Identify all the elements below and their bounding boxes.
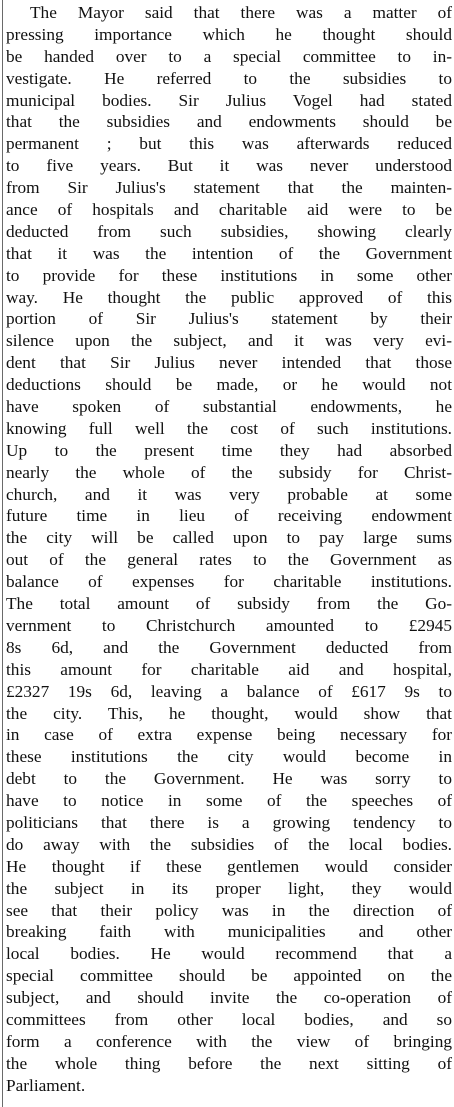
article-line: this amount for charitable aid and hospital, (6, 659, 452, 679)
article-line: 8s 6d, and the Government deducted from (6, 637, 452, 657)
article-line: vestigate. He referred to the subsidies to (6, 68, 452, 88)
article-line: see that their policy was in the direction of (6, 900, 452, 920)
article-line: that the subsidies and endowments should be (6, 112, 452, 132)
article-line: church, and it was very probable at some (6, 484, 452, 504)
article-line: municipal bodies. Sir Julius Vogel had stated (6, 90, 452, 110)
article-line: silence upon the subject, and it was very evi- (6, 331, 452, 351)
article-line: knowing full well the cost of such institutions. (6, 418, 452, 438)
article-line: committees from other local bodies, and so (6, 1009, 452, 1029)
article-line: have spoken of substantial endowments, he (6, 397, 452, 417)
column-rule (2, 0, 3, 1107)
article-line: subject, and should invite the co-operation of (6, 988, 452, 1008)
article-line: have to notice in some of the speeches of (6, 791, 452, 811)
article-line: pressing importance which he thought should (6, 24, 452, 44)
article-line: vernment to Christchurch amounted to £2945 (6, 615, 452, 635)
article-line: ance of hospitals and charitable aid were to be (6, 200, 452, 220)
article-line: the subject in its proper light, they would (6, 878, 452, 898)
article-line: breaking faith with municipalities and other (6, 922, 452, 942)
article-line: the city. This, he thought, would show that (6, 703, 452, 723)
article-line: The total amount of subsidy from the Go- (6, 594, 452, 614)
article-line: the whole thing before the next sitting of (6, 1053, 452, 1073)
article-line: nearly the whole of the subsidy for Christ- (6, 462, 452, 482)
article-line: out of the general rates to the Government as (6, 550, 452, 570)
article-line: permanent ; but this was afterwards reduced (6, 134, 452, 154)
article-line: be handed over to a special committee to in- (6, 46, 452, 66)
article-paragraph (6, 2, 452, 1097)
article-line: £2327 19s 6d, leaving a balance of £617 9s to (6, 681, 452, 701)
article-line: future time in lieu of receiving endowment (6, 506, 452, 526)
article-line: special committee should be appointed on the (6, 966, 452, 986)
article-line: dent that Sir Julius never intended that those (6, 353, 452, 373)
article-line: portion of Sir Julius's statement by their (6, 309, 452, 329)
article-line: in case of extra expense being necessary for (6, 725, 452, 745)
article-line: do away with the subsidies of the local bodies. (6, 834, 452, 854)
article-line: to five years. But it was never understood (6, 156, 452, 176)
article-line: these institutions the city would become in (6, 747, 452, 767)
article-line: way. He thought the public approved of this (6, 287, 452, 307)
article-line: to provide for these institutions in some other (6, 265, 452, 285)
article-line: balance of expenses for charitable institutions. (6, 572, 452, 592)
article-line: that it was the intention of the Government (6, 243, 452, 263)
article-line: deductions should be made, or he would not (6, 375, 452, 395)
article-line: Up to the present time they had absorbed (6, 440, 452, 460)
article-line: The Mayor said that there was a matter of (30, 3, 452, 22)
article-line: the city will be called upon to pay large sums (6, 528, 452, 548)
article-line: debt to the Government. He was sorry to (6, 769, 452, 789)
article-line: local bodies. He would recommend that a (6, 944, 452, 964)
article-line: from Sir Julius's statement that the mainten- (6, 178, 452, 198)
article-line: form a conference with the view of bringing (6, 1031, 452, 1051)
article-line: He thought if these gentlemen would consider (6, 856, 452, 876)
article-line: Parliament. (6, 1075, 86, 1095)
article-line: deducted from such subsidies, showing clearly (6, 221, 452, 241)
article-line: politicians that there is a growing tendency to (6, 812, 452, 832)
